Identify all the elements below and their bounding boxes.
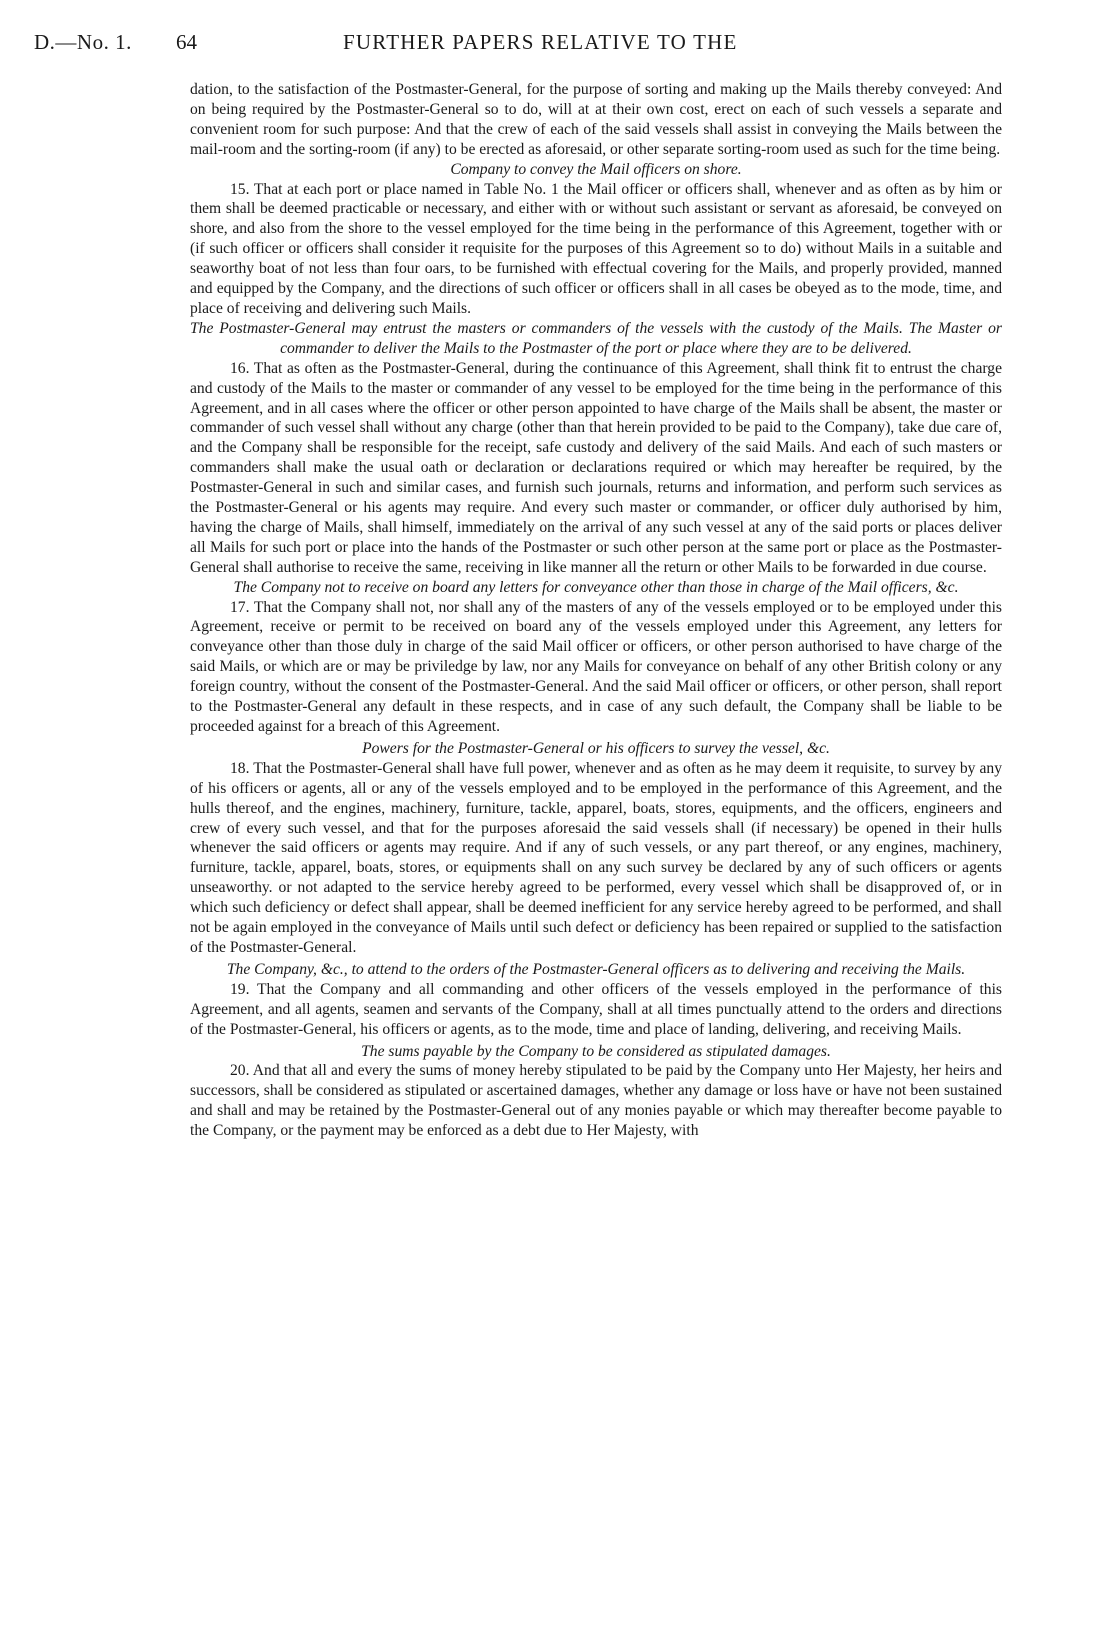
clause-18: 18. That the Postmaster-General shall have full power, whenever and as often as he may deem it requisite, to survey by any of his officers or agents, all or any of the vessels employed and to be employed in the performance of this Agreement, and the hulls thereof, and the engines, machinery, furniture, tackle, apparel, boats, stores, equipments, and the officers, engineers and crew of every such vessel, and that for the purposes aforesaid the said vessels shall (if necessary) be opened in their hulls whenever the said officers or agents may require. And if any of such vessels, or any part thereof, or any engines, machinery, furniture, tackle, apparel, boats, stores, or equipments shall on any such survey be declared by any of such officers or agents unseaworthy. or not adapted to the service hereby agreed to be performed, every vessel which shall be disapproved of, or in which such deficiency or defect shall appear, shall be deemed inefficient for any service hereby agreed to be performed, and shall not be again employed in the conveyance of Mails until such defect or deficiency has been repaired or supplied to the satisfaction of the Postmaster-General. bbox=[190, 759, 1002, 956]
page-header bbox=[0, 30, 1114, 64]
clause-17: 17. That the Company shall not, nor shall any of the masters of any of the vessels employed or to be employed under this Agreement, receive or permit to be received on board any of the vessels employed under this Agreement, any letters for conveyance other than those duly in charge of the said Mail officer or officers, or other person authorised to have charge of the said Mails, or which are or may be priviledge by law, nor any Mails for conveyance on behalf of any other British colony or any foreign country, without the consent of the Postmaster-General. And the said Mail officer or officers, or other person, shall report to the Postmaster-General any default in these respects, and in case of any such default, the Company shall be liable to be proceeded against for a breach of this Agreement. bbox=[190, 598, 1002, 735]
marginal-heading-20: The sums payable by the Company to be considered as stipulated damages. bbox=[361, 1042, 831, 1060]
marginal-heading-19: The Company, &c., to attend to the orders of the Postmaster-General officers as to delivering and receiving the Mails. bbox=[226, 960, 966, 978]
document-reference: D.—No. 1. bbox=[34, 30, 132, 54]
marginal-heading-18: Powers for the Postmaster-General or his officers to survey the vessel, &c. bbox=[362, 739, 830, 757]
page-number: 64 bbox=[176, 30, 197, 54]
running-title: FURTHER PAPERS RELATIVE TO THE bbox=[343, 30, 738, 54]
clause-16: 16. That as often as the Postmaster-General, during the continuance of this Agreement, shall think fit to entrust the charge and custody of the Mails to the master or commander of any vessel to be employed for the time being in the performance of this Agreement, and in all cases where the officer or other person appointed to have charge of the Mails shall be absent, the master or commander of such vessel shall without any charge (other than that herein provided to be paid to the Company), take due care of, and the Company shall be responsible for the receipt, safe custody and delivery of the said Mails. And each of such masters or commanders shall make the usual oath or declaration or declarations required or which may hereafter be required, by the Postmaster-General in such and similar cases, and furnish such journals, returns and information, and perform such services as the Postmaster-General or his agents may require. And every such master or commander, or officer duly authorised by him, having the charge of Mails, shall himself, immediately on the arrival of any such vessel at any of the said ports or places deliver all Mails for such port or place into the hands of the Postmaster or such other person at the same port or place as the Postmaster-General shall authorise to receive the same, receiving in like manner all the return or other Mails to be forwarded in due course. bbox=[190, 359, 1002, 576]
continuation-paragraph: dation, to the satisfaction of the Postmaster-General, for the purpose of sorting and making up the Mails thereby conveyed: And on being required by the Postmaster-General so to do, will at at their own cost, erect on each of such vessels a separate and convenient room for such purpose: And that the crew of each of the said vessels shall assist in conveying the Mails between the mail-room and the sorting-room (if any) to be erected as aforesaid, or other separate sorting-room used as such for the time being. bbox=[190, 81, 1002, 158]
clause-19: 19. That the Company and all commanding and other officers of the vessels employed in the performance of this Agreement, and all agents, seamen and servants of the Company, shall at all times punctually attend to the orders and directions of the Postmaster-General, his officers or agents, as to the mode, time and place of landing, delivering, and receiving Mails. bbox=[190, 980, 1002, 1038]
marginal-heading-15: Company to convey the Mail officers on shore. bbox=[450, 160, 742, 178]
clause-20: 20. And that all and every the sums of money hereby stipulated to be paid by the Company unto Her Majesty, her heirs and successors, shall be considered as stipulated or ascertained damages, whether any damage or loss have or have not been sustained and shall and may be retained by the Postmaster-General out of any monies payable or which may thereafter become payable to the Company, or the payment may be enforced as a debt due to Her Majesty, with bbox=[190, 1062, 1002, 1140]
document-body bbox=[190, 80, 1002, 1141]
marginal-heading-17: The Company not to receive on board any letters for conveyance other than those in charge of the Mail officers, &c. bbox=[233, 578, 959, 596]
clause-15: 15. That at each port or place named in Table No. 1 the Mail officer or officers shall, whenever and as often as by him or them shall be deemed practicable or necessary, and either with or without such assistant or servant as aforesaid, be conveyed on shore, and also from the shore to the vessel employed for the time being in the performance of this Agreement, together with or (if such officer or officers shall consider it requisite for the purposes of this Agreement so to do) without Mails in a suitable and seaworthy boat of not less than four oars, to be furnished with effectual covering for the Mails, and properly provided, manned and equipped by the Company, and the directions of such officer or officers shall in all cases be obeyed as to the mode, time, and place of receiving and delivering such Mails. bbox=[190, 180, 1002, 317]
marginal-heading-16: The Postmaster-General may entrust the masters or commanders of the vessels with the custody of the Mails. The Master or commander to deliver the Mails to the Postmaster of the port or place where they are to be delivered. bbox=[190, 319, 1002, 357]
